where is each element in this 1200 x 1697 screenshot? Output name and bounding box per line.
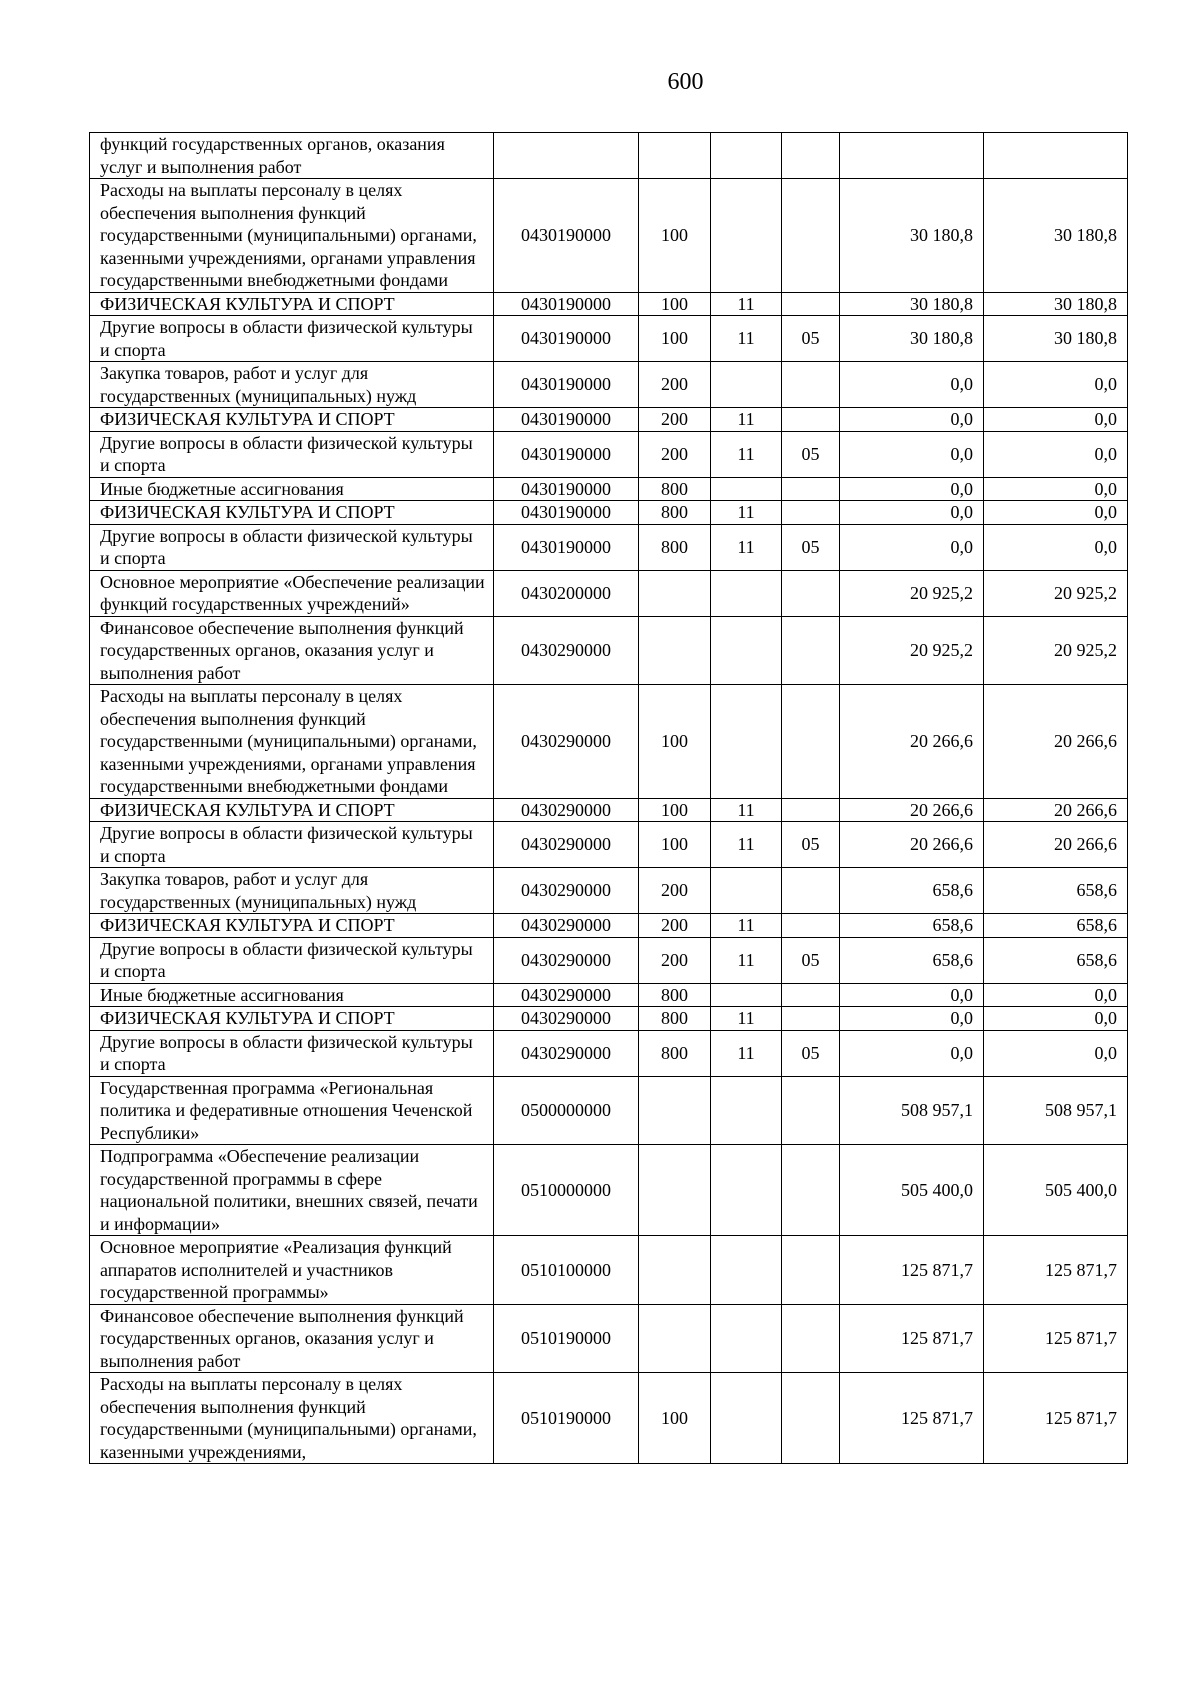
cell-name: Другие вопросы в области физической культуры и спорта [90,1030,494,1076]
cell-target-code: 0430190000 [494,362,639,408]
cell-subsection [782,179,840,293]
cell-section [711,179,782,293]
cell-target-code: 0430290000 [494,685,639,799]
cell-section [711,1373,782,1464]
cell-expense-type: 200 [639,914,711,938]
cell-target-code: 0430290000 [494,616,639,685]
cell-target-code: 0510100000 [494,1236,639,1305]
table-body [90,133,1128,1464]
cell-target-code: 0430200000 [494,570,639,616]
cell-target-code: 0510190000 [494,1304,639,1373]
cell-subsection [782,1007,840,1031]
cell-section [711,570,782,616]
cell-amount-1: 20 266,6 [840,685,984,799]
cell-section [711,685,782,799]
cell-name: Иные бюджетные ассигнования [90,983,494,1007]
cell-subsection [782,616,840,685]
cell-target-code: 0430190000 [494,179,639,293]
cell-section [711,477,782,501]
cell-name: Подпрограмма «Обеспечение реализации государственной программы в сфере национальной политики, внешних связей, печати и информации» [90,1145,494,1236]
cell-amount-2: 0,0 [984,524,1128,570]
cell-expense-type [639,1145,711,1236]
cell-target-code: 0430290000 [494,1030,639,1076]
cell-amount-1: 0,0 [840,408,984,432]
cell-target-code: 0500000000 [494,1076,639,1145]
cell-name: Другие вопросы в области физической культуры и спорта [90,524,494,570]
cell-subsection [782,685,840,799]
cell-section: 11 [711,1007,782,1031]
cell-name: Другие вопросы в области физической культуры и спорта [90,937,494,983]
cell-section [711,1076,782,1145]
cell-expense-type: 200 [639,937,711,983]
cell-expense-type: 800 [639,1030,711,1076]
table-row [90,431,1128,477]
cell-target-code: 0430290000 [494,868,639,914]
table-row [90,179,1128,293]
cell-amount-2 [984,133,1128,179]
cell-expense-type [639,1076,711,1145]
table-row [90,1304,1128,1373]
cell-name: Другие вопросы в области физической культуры и спорта [90,316,494,362]
cell-subsection [782,983,840,1007]
cell-expense-type [639,1304,711,1373]
cell-section [711,362,782,408]
table-row [90,570,1128,616]
cell-subsection [782,1373,840,1464]
cell-amount-2: 0,0 [984,431,1128,477]
cell-section [711,1145,782,1236]
cell-name: ФИЗИЧЕСКАЯ КУЛЬТУРА И СПОРТ [90,292,494,316]
cell-amount-1: 658,6 [840,937,984,983]
cell-expense-type: 100 [639,822,711,868]
cell-target-code: 0430190000 [494,316,639,362]
cell-amount-2: 508 957,1 [984,1076,1128,1145]
cell-amount-1: 125 871,7 [840,1236,984,1305]
table-row [90,316,1128,362]
cell-expense-type: 800 [639,983,711,1007]
cell-target-code [494,133,639,179]
cell-target-code: 0510190000 [494,1373,639,1464]
table-row [90,1076,1128,1145]
cell-amount-1: 20 925,2 [840,570,984,616]
cell-amount-2: 0,0 [984,408,1128,432]
cell-amount-2: 0,0 [984,1007,1128,1031]
cell-amount-1: 508 957,1 [840,1076,984,1145]
cell-amount-1 [840,133,984,179]
cell-subsection: 05 [782,316,840,362]
cell-amount-2: 125 871,7 [984,1373,1128,1464]
cell-expense-type: 100 [639,685,711,799]
cell-subsection [782,292,840,316]
cell-subsection [782,570,840,616]
cell-expense-type: 800 [639,524,711,570]
cell-section: 11 [711,408,782,432]
table-row [90,292,1128,316]
cell-amount-1: 30 180,8 [840,316,984,362]
cell-amount-1: 125 871,7 [840,1373,984,1464]
cell-expense-type [639,570,711,616]
table-row [90,798,1128,822]
cell-subsection: 05 [782,524,840,570]
cell-section: 11 [711,937,782,983]
table-row [90,362,1128,408]
cell-name: Расходы на выплаты персоналу в целях обеспечения выполнения функций государственными (муниципальными) органами, казенными учреждениями, [90,1373,494,1464]
cell-expense-type: 100 [639,1373,711,1464]
cell-amount-1: 20 266,6 [840,798,984,822]
cell-expense-type: 800 [639,477,711,501]
budget-table [89,132,1128,1464]
cell-target-code: 0430190000 [494,501,639,525]
cell-amount-2: 20 266,6 [984,685,1128,799]
cell-name: Расходы на выплаты персоналу в целях обеспечения выполнения функций государственными (муниципальными) органами, казенными учреждениями, органами управления государственными внебюджетными фондами [90,179,494,293]
cell-subsection [782,408,840,432]
cell-target-code: 0510000000 [494,1145,639,1236]
table-row [90,868,1128,914]
cell-section [711,868,782,914]
cell-name: Финансовое обеспечение выполнения функций государственных органов, оказания услуг и выполнения работ [90,616,494,685]
cell-amount-1: 125 871,7 [840,1304,984,1373]
cell-expense-type: 100 [639,798,711,822]
table-row [90,685,1128,799]
cell-amount-2: 20 266,6 [984,822,1128,868]
cell-amount-2: 0,0 [984,362,1128,408]
table-row [90,501,1128,525]
cell-subsection [782,798,840,822]
cell-amount-1: 658,6 [840,868,984,914]
cell-name: Иные бюджетные ассигнования [90,477,494,501]
cell-amount-1: 0,0 [840,501,984,525]
cell-expense-type: 200 [639,868,711,914]
cell-expense-type: 200 [639,362,711,408]
table-row [90,1145,1128,1236]
cell-target-code: 0430190000 [494,292,639,316]
cell-section: 11 [711,316,782,362]
cell-amount-2: 505 400,0 [984,1145,1128,1236]
cell-section: 11 [711,431,782,477]
cell-section: 11 [711,914,782,938]
cell-name: Закупка товаров, работ и услуг для государственных (муниципальных) нужд [90,868,494,914]
cell-amount-1: 0,0 [840,362,984,408]
cell-amount-1: 0,0 [840,1007,984,1031]
table-row [90,822,1128,868]
cell-amount-1: 20 925,2 [840,616,984,685]
table-row [90,1236,1128,1305]
cell-amount-1: 0,0 [840,431,984,477]
cell-amount-2: 20 266,6 [984,798,1128,822]
table-row [90,1373,1128,1464]
cell-name: Основное мероприятие «Реализация функций аппаратов исполнителей и участников государственной программы» [90,1236,494,1305]
cell-name: ФИЗИЧЕСКАЯ КУЛЬТУРА И СПОРТ [90,798,494,822]
cell-subsection: 05 [782,822,840,868]
cell-amount-2: 658,6 [984,937,1128,983]
cell-section [711,133,782,179]
cell-amount-2: 30 180,8 [984,179,1128,293]
cell-expense-type: 100 [639,316,711,362]
cell-name: функций государственных органов, оказания услуг и выполнения работ [90,133,494,179]
cell-section: 11 [711,292,782,316]
cell-section: 11 [711,501,782,525]
cell-expense-type [639,133,711,179]
cell-amount-2: 125 871,7 [984,1304,1128,1373]
cell-name: Закупка товаров, работ и услуг для государственных (муниципальных) нужд [90,362,494,408]
cell-subsection [782,1145,840,1236]
cell-subsection [782,1304,840,1373]
cell-expense-type [639,1236,711,1305]
cell-section [711,616,782,685]
cell-name: Основное мероприятие «Обеспечение реализации функций государственных учреждений» [90,570,494,616]
cell-amount-2: 20 925,2 [984,570,1128,616]
cell-target-code: 0430290000 [494,822,639,868]
cell-name: Государственная программа «Региональная политика и федеративные отношения Чеченской Республики» [90,1076,494,1145]
table-row [90,1030,1128,1076]
cell-amount-2: 20 925,2 [984,616,1128,685]
cell-amount-2: 0,0 [984,983,1128,1007]
cell-target-code: 0430190000 [494,408,639,432]
page-number: 600 [667,69,704,95]
cell-target-code: 0430190000 [494,431,639,477]
cell-section: 11 [711,524,782,570]
cell-name: ФИЗИЧЕСКАЯ КУЛЬТУРА И СПОРТ [90,408,494,432]
cell-amount-2: 30 180,8 [984,316,1128,362]
cell-subsection [782,501,840,525]
cell-expense-type: 800 [639,501,711,525]
table-row [90,983,1128,1007]
cell-subsection [782,1076,840,1145]
cell-subsection: 05 [782,937,840,983]
cell-target-code: 0430190000 [494,477,639,501]
cell-target-code: 0430290000 [494,983,639,1007]
cell-amount-1: 0,0 [840,983,984,1007]
cell-amount-1: 30 180,8 [840,179,984,293]
cell-expense-type: 100 [639,179,711,293]
cell-subsection: 05 [782,1030,840,1076]
cell-name: Другие вопросы в области физической культуры и спорта [90,822,494,868]
cell-expense-type: 200 [639,408,711,432]
cell-section: 11 [711,1030,782,1076]
table-row [90,914,1128,938]
table-row [90,477,1128,501]
cell-amount-2: 0,0 [984,501,1128,525]
table-row [90,937,1128,983]
cell-section: 11 [711,822,782,868]
cell-amount-1: 658,6 [840,914,984,938]
cell-expense-type: 100 [639,292,711,316]
table-row [90,524,1128,570]
cell-section [711,983,782,1007]
cell-subsection [782,477,840,501]
cell-name: ФИЗИЧЕСКАЯ КУЛЬТУРА И СПОРТ [90,1007,494,1031]
cell-amount-2: 658,6 [984,914,1128,938]
cell-amount-1: 505 400,0 [840,1145,984,1236]
cell-target-code: 0430290000 [494,914,639,938]
cell-amount-2: 125 871,7 [984,1236,1128,1305]
cell-amount-1: 0,0 [840,1030,984,1076]
cell-amount-1: 0,0 [840,477,984,501]
cell-expense-type: 800 [639,1007,711,1031]
cell-subsection [782,133,840,179]
cell-subsection: 05 [782,431,840,477]
table-row [90,616,1128,685]
cell-name: Расходы на выплаты персоналу в целях обеспечения выполнения функций государственными (муниципальными) органами, казенными учреждениями, органами управления государственными внебюджетными фондами [90,685,494,799]
cell-subsection [782,914,840,938]
table-row [90,1007,1128,1031]
cell-target-code: 0430290000 [494,937,639,983]
cell-name: ФИЗИЧЕСКАЯ КУЛЬТУРА И СПОРТ [90,914,494,938]
cell-expense-type [639,616,711,685]
cell-subsection [782,362,840,408]
cell-name: ФИЗИЧЕСКАЯ КУЛЬТУРА И СПОРТ [90,501,494,525]
cell-amount-2: 0,0 [984,477,1128,501]
cell-name: Финансовое обеспечение выполнения функций государственных органов, оказания услуг и выполнения работ [90,1304,494,1373]
cell-amount-2: 30 180,8 [984,292,1128,316]
table-row [90,408,1128,432]
cell-subsection [782,1236,840,1305]
cell-amount-1: 20 266,6 [840,822,984,868]
cell-target-code: 0430290000 [494,798,639,822]
cell-subsection [782,868,840,914]
cell-expense-type: 200 [639,431,711,477]
cell-section [711,1304,782,1373]
cell-section [711,1236,782,1305]
cell-name: Другие вопросы в области физической культуры и спорта [90,431,494,477]
cell-amount-2: 0,0 [984,1030,1128,1076]
cell-amount-1: 30 180,8 [840,292,984,316]
cell-target-code: 0430190000 [494,524,639,570]
cell-amount-1: 0,0 [840,524,984,570]
cell-section: 11 [711,798,782,822]
cell-target-code: 0430290000 [494,1007,639,1031]
table-row [90,133,1128,179]
cell-amount-2: 658,6 [984,868,1128,914]
